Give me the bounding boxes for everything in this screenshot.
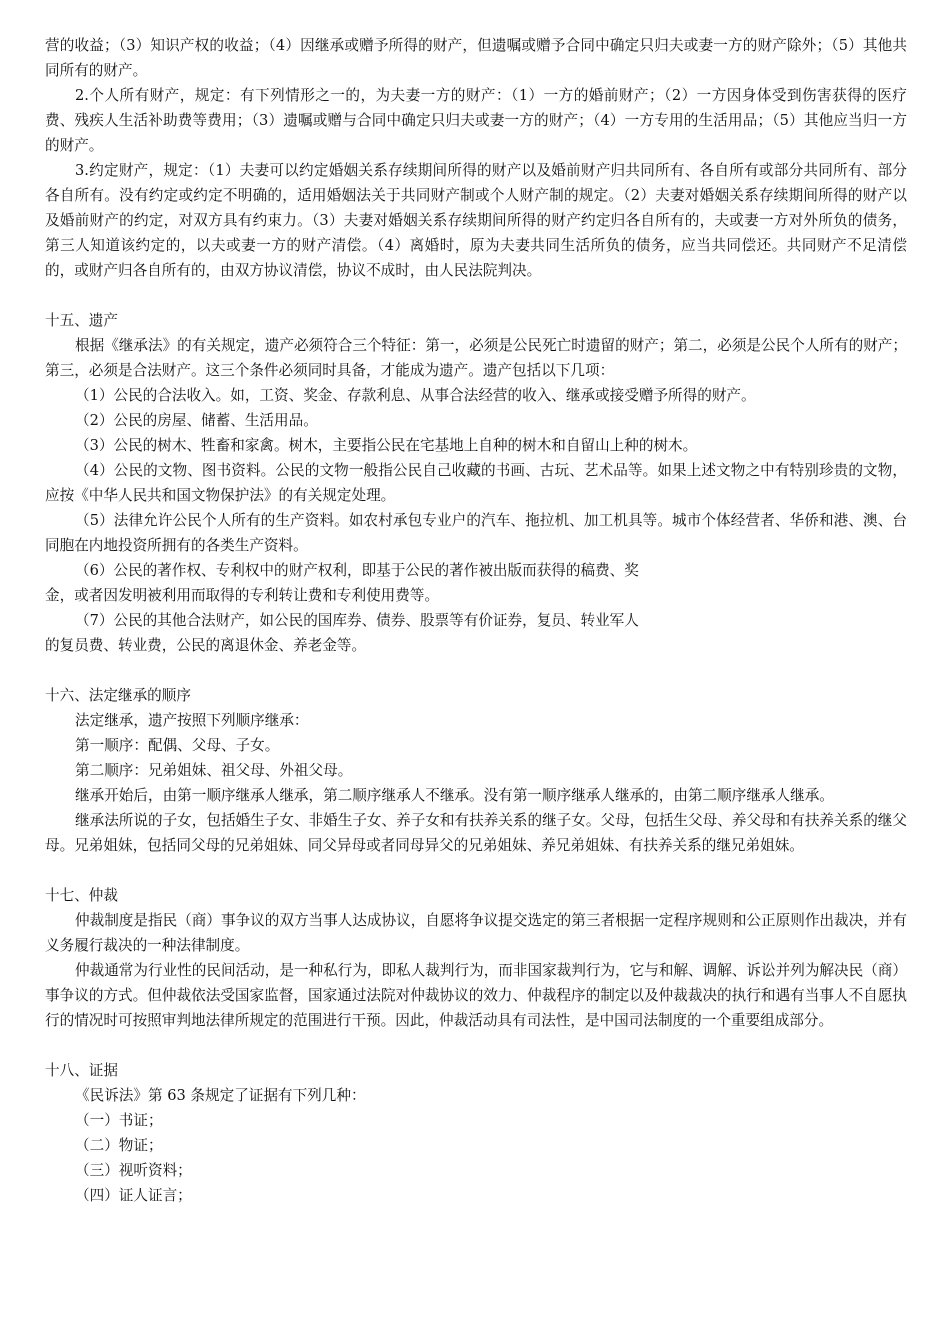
list-item: （二）物证； <box>75 1137 163 1154</box>
paragraph: 营的收益；（3）知识产权的收益；（4）因继承或赠予所得的财产，但遗嘱或赠予合同中确定只归夫或妻一方的财产除外；（5）其他共同所有的财产。 <box>45 37 907 79</box>
paragraph: 仲裁通常为行业性的民间活动，是一种私行为，即私人裁判行为，而非国家裁判行为，它与和解、调解、诉讼并列为解决民（商）事争议的方式。但仲裁依法受国家监督，国家通过法院对仲裁协议的效力、仲裁程序的制定以及仲裁裁决的执行和遇有当事人不自愿执行的情况时可按照审判地法律所规定的范围进行干预。因此，仲裁活动具有司法性，是中国司法制度的一个重要组成部分。 <box>45 962 907 1029</box>
paragraph: 法定继承，遗产按照下列顺序继承： <box>75 712 309 729</box>
section-heading-16: 十六、法定继承的顺序 <box>45 687 191 704</box>
list-item-line: 金，或者因发明被利用而取得的专利转让费和专利使用费等。 <box>45 587 440 604</box>
paragraph: 2.个人所有财产，规定：有下列情形之一的，为夫妻一方的财产：（1）一方的婚前财产；（2）一方因身体受到伤害获得的医疗费、残疾人生活补助费等费用；（3）遗嘱或赠与合同中确定只归夫或妻一方的财产；（4）一方专用的生活用品；（5）其他应当归一方的财产。 <box>45 87 907 154</box>
paragraph: 《民诉法》第 63 条规定了证据有下列几种： <box>75 1087 366 1104</box>
spacer <box>45 1033 907 1058</box>
list-item: （三）视听资料； <box>75 1162 192 1179</box>
paragraph: 继承开始后，由第一顺序继承人继承，第二顺序继承人不继承。没有第一顺序继承人继承的，由第二顺序继承人继承。 <box>75 787 834 804</box>
list-item: （1）公民的合法收入。如，工资、奖金、存款利息、从事合法经营的收入、继承或接受赠予所得的财产。 <box>75 387 756 404</box>
list-item-line: （6）公民的著作权、专利权中的财产权利，即基于公民的著作被出版而获得的稿费、奖 <box>75 562 639 579</box>
list-item: （一）书证； <box>75 1112 163 1129</box>
paragraph: 第二顺序：兄弟姐妹、祖父母、外祖父母。 <box>75 762 353 779</box>
section-heading-18: 十八、证据 <box>45 1062 118 1079</box>
list-item: （四）证人证言； <box>75 1187 192 1204</box>
paragraph: 3.约定财产，规定：（1）夫妻可以约定婚姻关系存续期间所得的财产以及婚前财产归共同所有、各自所有或部分共同所有、部分各自所有。没有约定或约定不明确的，适用婚姻法关于共同财产制或个人财产制的规定。（2）夫妻对婚姻关系存续期间所得的财产以及婚前财产的约定，对双方具有约束力。（3）夫妻对婚姻关系存续期间所得的财产约定归各自所有的，夫或妻一方对外所负的债务，第三人知道该约定的，以夫或妻一方的财产清偿。（4）离婚时，原为夫妻共同生活所负的债务，应当共同偿还。共同财产不足清偿的，或财产归各自所有的，由双方协议清偿，协议不成时，由人民法院判决。 <box>45 162 907 279</box>
section-heading-15: 十五、遗产 <box>45 312 118 329</box>
section-heading-17: 十七、仲裁 <box>45 887 118 904</box>
list-item: （5）法律允许公民个人所有的生产资料。如农村承包专业户的汽车、拖拉机、加工机具等。城市个体经营者、华侨和港、澳、台同胞在内地投资所拥有的各类生产资料。 <box>45 512 907 554</box>
list-item: （4）公民的文物、图书资料。公民的文物一般指公民自己收藏的书画、古玩、艺术品等。如果上述文物之中有特别珍贵的文物，应按《中华人民共和国文物保护法》的有关规定处理。 <box>45 462 907 504</box>
paragraph: 继承法所说的子女，包括婚生子女、非婚生子女、养子女和有扶养关系的继子女。父母，包括生父母、养父母和有扶养关系的继父母。兄弟姐妹，包括同父母的兄弟姐妹、同父异母或者同母异父的兄弟姐妹、养兄弟姐妹、有扶养关系的继兄弟姐妹。 <box>45 812 907 854</box>
paragraph: 第一顺序：配偶、父母、子女。 <box>75 737 280 754</box>
list-item-line: （7）公民的其他合法财产，如公民的国库券、债券、股票等有价证券，复员、转业军人 <box>75 612 639 629</box>
list-item: （3）公民的树木、牲畜和家禽。树木，主要指公民在宅基地上自种的树木和自留山上种的树木。 <box>75 437 698 454</box>
list-item: （2）公民的房屋、储蓄、生活用品。 <box>75 412 318 429</box>
document-page <box>45 33 907 1208</box>
spacer <box>45 283 907 308</box>
spacer <box>45 658 907 683</box>
list-item-line: 的复员费、转业费，公民的离退休金、养老金等。 <box>45 637 367 654</box>
spacer <box>45 858 907 883</box>
paragraph: 根据《继承法》的有关规定，遗产必须符合三个特征：第一，必须是公民死亡时遗留的财产；第二，必须是公民个人所有的财产；第三，必须是合法财产。这三个条件必须同时具备，才能成为遗产。遗产包括以下几项： <box>45 337 907 379</box>
paragraph: 仲裁制度是指民（商）事争议的双方当事人达成协议，自愿将争议提交选定的第三者根据一定程序规则和公正原则作出裁决，并有义务履行裁决的一种法律制度。 <box>45 912 907 954</box>
